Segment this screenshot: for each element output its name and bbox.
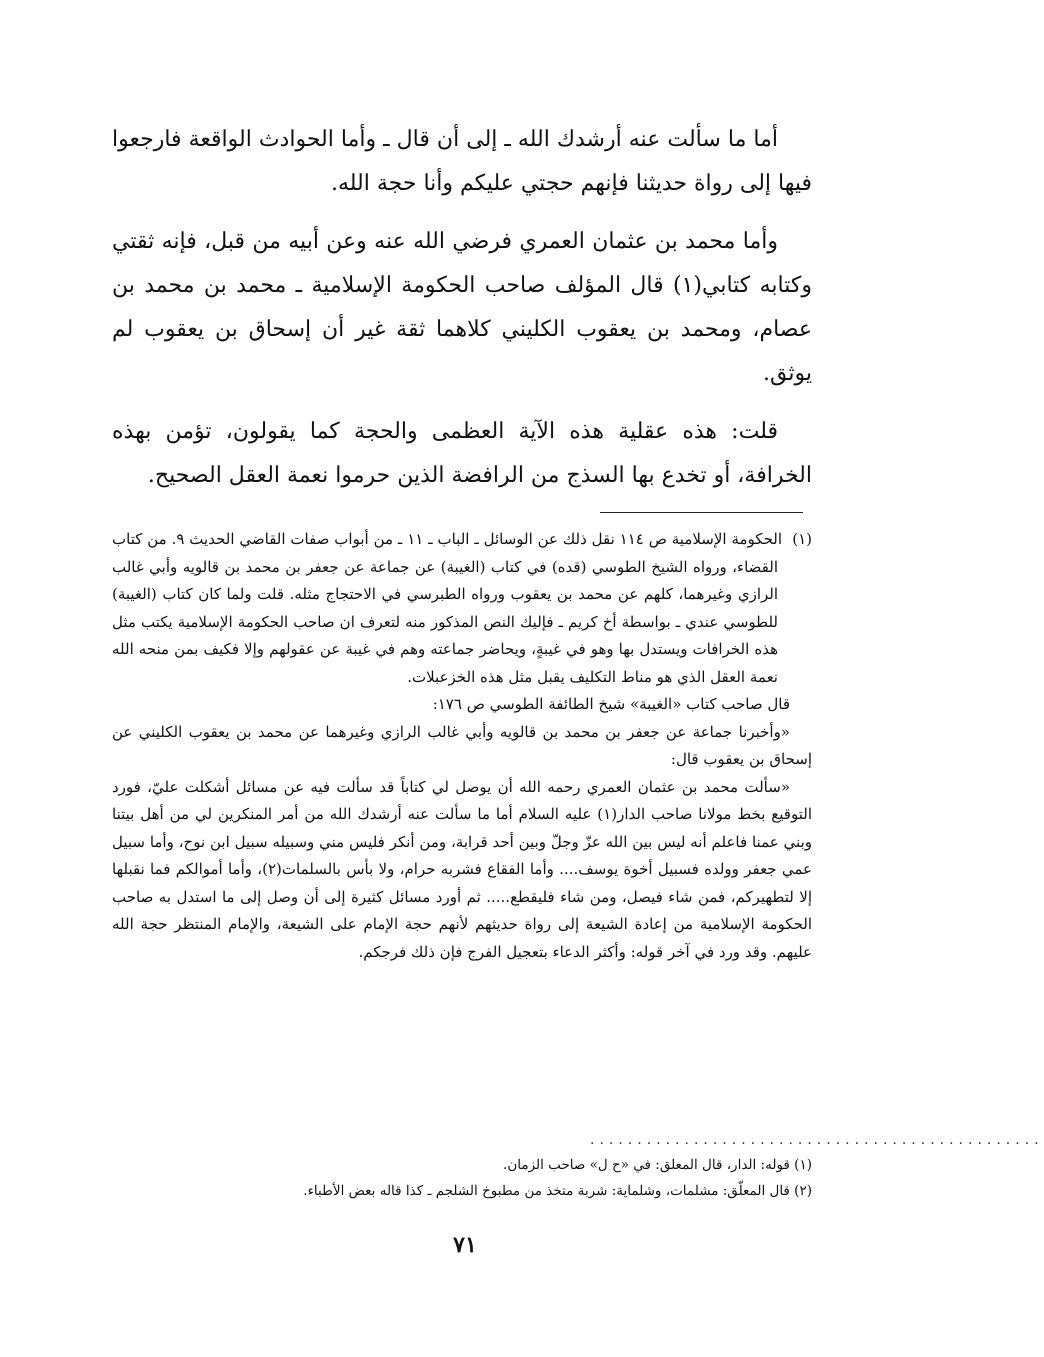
footnote-1-quote-body: «سألت محمد بن عثمان العمري رحمه الله أن يوصل لي كتاباً قد سألت فيه عن مسائل أشكلت عليّ، فورد التوقيع بخط مولانا صاحب الدار(١) عليه السلام أما ما سألت عنه أرشدك الله من أمر المنكرين لي من أهل بيتنا وبني عمنا فاعلم أنه ليس بين الله عزّ وجلّ وبين أحد قرابة، ومن أنكر فليس مني وسبيله سبيل ابن نوح، وأما سبيل عمي جعفر وولده فسبيل أخوة يوسف.... وأما الفقاع فشربه حرام، ولا بأس بالسلمات(٢)، وأما أموالكم فما نقبلها إلا لتطهيركم، فمن شاء فيصل، ومن شاء فليقطع..... ثم أورد مسائل كثيرة إلى أن وصل إلى ما استدل به صاحب الحكومة الإسلامية من إعادة الشيعة إلى رواة حديثهم لأنهم حجة الإمام على الشيعة، والإمام المنتظر حجة الله عليهم. وقد ورد في آخر قوله: وأكثر الدعاء بتعجيل الفرج فإن ذلك فرجكم. [112, 777, 812, 961]
sub-footnotes [112, 1152, 812, 1204]
paragraph-1: أما ما سألت عنه أرشدك الله ـ إلى أن قال ـ وأما الحوادث الواقعة فارجعوا فيها إلى رواة حديثنا فإنهم حجتي عليكم وأنا حجة الله. [112, 127, 812, 196]
footnote-1-quote-intro: قال صاحب كتاب «الغيبة» شيخ الطائفة الطوسي ص ١٧٦: [432, 695, 790, 713]
footnote-1 [112, 526, 812, 691]
subnote-separator-dots: ................................................ [590, 1132, 1044, 1148]
footnote-1-quote-chain: «وأخبرنا جماعة عن جعفر بن محمد بن قالويه وأبي غالب الرازي وغيرهما عن محمد بن يعقوب الكليني عن إسحاق بن يعقوب قال: [112, 722, 812, 768]
main-text [112, 118, 812, 512]
footnote-1-number: (١) [792, 530, 813, 548]
page-number: ٧١ [453, 1232, 477, 1258]
paragraph-2: وأما محمد بن عثمان العمري فرضي الله عنه وعن أبيه من قبل، فإنه ثقتي وكتابه كتابي(١) قال المؤلف صاحب الحكومة الإسلامية ـ محمد بن محمد بن عصام، ومحمد بن يعقوب الكليني كلاهما ثقة غير أن إسحاق بن يعقوب لم يوثق. [112, 229, 812, 386]
paragraph-3: قلت: هذه عقلية هذه الآية العظمى والحجة كما يقولون، تؤمن بهذه الخرافة، أو تخدع بها السذج من الرافضة الذين حرموا نعمة العقل الصحيح. [112, 419, 812, 488]
sub-footnote-2: (٢) قال المعلّق: مشلمات، وشلماية: شربة متخذ من مطبوخ الشلجم ـ كذا قاله بعض الأطباء. [303, 1183, 812, 1199]
footnotes [112, 526, 812, 966]
footnote-separator [600, 512, 803, 513]
footnote-1-text: الحكومة الإسلامية ص ١١٤ نقل ذلك عن الوسائل ـ الباب ـ ١١ ـ من أبواب صفات القاضي الحديث ٩. من كتاب القضاء، ورواه الشيخ الطوسي (قده) في كتاب (الغيبة) عن جماعة عن جعفر بن محمد بن قالويه وأبي غالب الرازي وغيرهما، كلهم عن محمد بن يعقوب ورواه الطبرسي في الاحتجاج مثله. قلت ولما كان كتاب (الغيبة) للطوسي عندي ـ بواسطة أخ كريم ـ فإليك النص المذكور منه لتعرف ان صاحب الحكومة الإسلامية يكتب مثل هذه الخرافات ويستدل بها وهو في غيبةٍ، ويحاضر جماعته وهم في غيبة عن عقولهم وإلا فكيف بمن منحه الله نعمة العقل الذي هو مناط التكليف يقبل مثل هذه الخزعبلات. [112, 530, 783, 686]
sub-footnote-1: (١) قوله: الدار، قال المعلق: في «ح ل» صاحب الزمان. [503, 1157, 812, 1173]
